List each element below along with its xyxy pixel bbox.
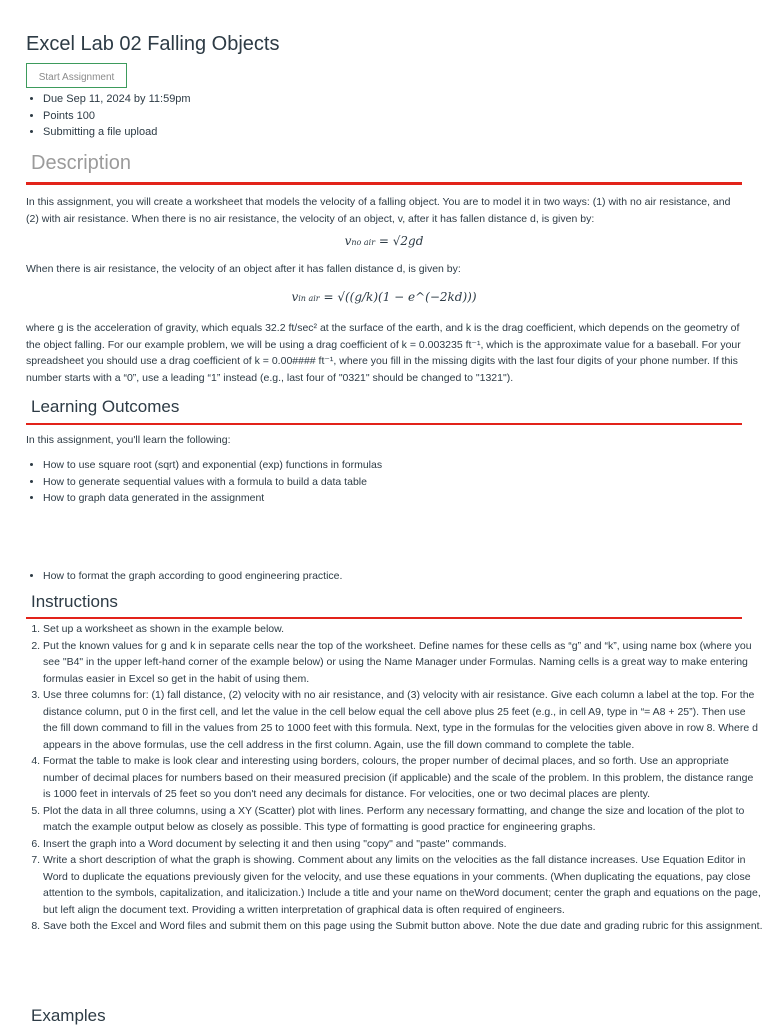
list-item: • How to generate sequential values with a formula to build a data table <box>43 474 382 491</box>
equation-no-air-subscript: no air <box>351 238 376 247</box>
list-item: • How to format the graph according to good engineering practice. <box>43 568 342 585</box>
description-paragraph-1: In this assignment, you will create a worksheet that models the velocity of a falling object. You are to model it in two ways: (1) with no air resistance, and (2) with air resistance. When there is no air resistance, the velocity of an object, v, after it has fallen distance d, is given by: <box>26 196 731 225</box>
instruction-step: 6. Insert the graph into a Word document by selecting it and then using "copy" and "paste" commands. <box>43 836 763 853</box>
submission-type: • Submitting a file upload <box>43 124 191 141</box>
instruction-step: 5. Plot the data in all three columns, using a XY (Scatter) plot with lines. Perform any necessary formatting, and change the size and location of the plot to match the example output below as closely as possible. This type of formatting is good practice for engineering graphs. <box>43 803 763 836</box>
assignment-meta <box>26 91 191 141</box>
description-heading: Description <box>31 152 132 174</box>
description-paragraph-2: When there is air resistance, the velocity of an object after it has fallen distance d, is given by: <box>26 263 461 275</box>
instruction-step: 3. Use three columns for: (1) fall distance, (2) velocity with no air resistance, and (3) velocity with air resistance. Give each column a label at the top. For the distance column, put 0 in the first cell, and let the value in the cell below equal the cell above plus 25 feet (e.g., in cell A9, type in “= A8 + 25”). Then use the fill down command to fill in the values from 25 to 1000 feet with this formula. Next, type in the formulas for the velocities given above in row 8. Where d appears in the above formulas, use the cell address in the first column. Again, use the fill down command to complete the table. <box>43 687 763 753</box>
description-paragraph-3: where g is the acceleration of gravity, which equals 32.2 ft/sec² at the surface of the earth, and k is the drag coefficient, which depends on the geometry of the object falling. For our example problem, we will be using a drag coefficient of k = 0.003235 ft⁻¹, which is the approximate value for a baseball. For your spreadsheet you should use a drag coefficient of k = 0.00#### ft⁻¹, where you fill in the missing digits with the last four digits of your phone number. If this number starts with a “0”, use a leading “1” instead (e.g., last four of "0321" should be changed to "1321"). <box>26 322 741 384</box>
points: • Points 100 <box>43 108 191 125</box>
learning-outcomes-divider <box>26 423 742 425</box>
instruction-step: 4. Format the table to make is look clear and interesting using borders, colours, the proper number of decimal places, and so forth. Use an appropriate number of decimal places for numbers based on their measured precision (if applicable) and the scale of the problem. In this problem, the distance range is 1000 feet in intervals of 25 feet so you don't need any decimals for distance. For velocities, one or two decimal places are plenty. <box>43 753 763 803</box>
equation-no-air <box>0 234 768 248</box>
learning-outcomes-extra-list <box>26 568 342 585</box>
page-title: Excel Lab 02 Falling Objects <box>26 33 280 55</box>
learning-outcomes-list <box>26 457 382 507</box>
start-assignment-button[interactable]: Start Assignment <box>26 63 127 88</box>
due-date: • Due Sep 11, 2024 by 11:59pm <box>43 91 191 108</box>
equation-in-air-subscript: in air <box>298 294 320 303</box>
learning-outcomes-heading: Learning Outcomes <box>31 397 180 416</box>
instructions-steps <box>26 621 763 935</box>
instruction-step: 2. Put the known values for g and k in separate cells near the top of the worksheet. Define names for these cells as “g” and “k”, using name box (where you see "B4" in the upper left-hand corner of the example below) or using the Name Manager under Formulas. Naming cells is a great way to make entering formulas easier in Excel so get in the habit of using them. <box>43 638 763 688</box>
equation-no-air-rhs: = √2gd <box>378 234 424 248</box>
equation-in-air-lhs: v <box>291 290 299 304</box>
instruction-step: 1. Set up a worksheet as shown in the example below. <box>43 621 763 638</box>
list-item: • How to graph data generated in the assignment <box>43 490 382 507</box>
list-item: • How to use square root (sqrt) and exponential (exp) functions in formulas <box>43 457 382 474</box>
examples-heading: Examples <box>31 1006 106 1025</box>
instructions-heading: Instructions <box>31 592 118 611</box>
equation-in-air <box>0 290 768 304</box>
instruction-step: 8. Save both the Excel and Word files and submit them on this page using the Submit button above. Note the due date and grading rubric for this assignment. <box>43 918 763 935</box>
instruction-step: 7. Write a short description of what the graph is showing. Comment about any limits on the velocities as the fall distance increases. Use Equation Editor in Word to duplicate the equations previously given for the velocity, and use these equations in your comments. (When duplicating the equations, pay close attention to the symbols, capitalization, and italicization.) Include a title and your name on theWord document; center the graph and equations on the page, but left align the document text. Providing a written interpretation of graphical data is often required of engineers. <box>43 852 763 918</box>
description-divider <box>26 182 742 185</box>
equation-in-air-rhs: = √((g/k)(1 − e^(−2kd))) <box>323 290 477 304</box>
learning-outcomes-intro: In this assignment, you'll learn the following: <box>26 434 231 446</box>
instructions-divider <box>26 617 742 619</box>
equation-no-air-lhs: v <box>344 234 352 248</box>
